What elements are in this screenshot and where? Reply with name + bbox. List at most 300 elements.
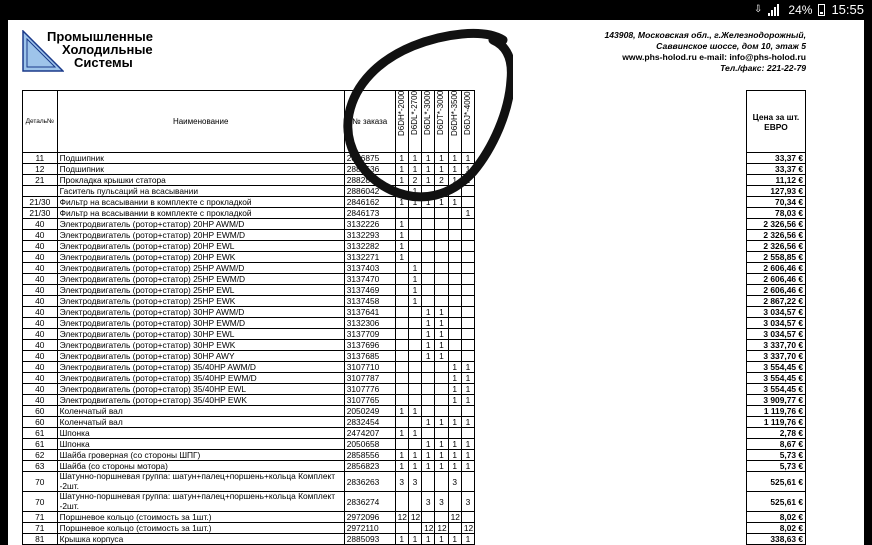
order-code: 3107710: [344, 362, 395, 373]
unit-price: 2 606,46 €: [746, 285, 805, 296]
model-quantity: [435, 512, 448, 523]
model-quantity: [435, 296, 448, 307]
model-quantity: 1: [395, 230, 408, 241]
model-quantity: 1: [422, 307, 435, 318]
unit-price: 2 326,56 €: [746, 241, 805, 252]
unit-price: 3 034,57 €: [746, 329, 805, 340]
model-quantity: [408, 362, 421, 373]
row-spacer: [475, 351, 747, 362]
model-quantity: [422, 186, 435, 197]
unit-price: 11,12 €: [746, 175, 805, 186]
table-row: [23, 461, 806, 472]
row-spacer: [475, 472, 747, 492]
model-quantity: [461, 329, 474, 340]
model-quantity: [422, 274, 435, 285]
part-name: Электродвигатель (ротор+статор) 25HP AWM/D: [57, 263, 344, 274]
model-quantity: [422, 362, 435, 373]
signal-icon: [768, 4, 782, 16]
part-name: Подшипник: [57, 153, 344, 164]
model-quantity: [422, 219, 435, 230]
header-model-6: D6DJ*-4000: [461, 91, 474, 153]
order-code: 2972110: [344, 523, 395, 534]
part-name: Фильтр на всасывании в комплекте с прокладкой: [57, 208, 344, 219]
part-name: Поршневое кольцо (стоимость за 1шт.): [57, 512, 344, 523]
table-row: [23, 230, 806, 241]
model-quantity: 1: [395, 406, 408, 417]
model-quantity: [435, 241, 448, 252]
model-quantity: [448, 428, 461, 439]
detail-number: 21/30: [23, 197, 58, 208]
detail-number: 81: [23, 534, 58, 545]
model-quantity: [435, 252, 448, 263]
model-quantity: [408, 351, 421, 362]
model-quantity: [408, 230, 421, 241]
unit-price: 2 326,56 €: [746, 230, 805, 241]
model-quantity: [448, 318, 461, 329]
part-name: Подшипник: [57, 164, 344, 175]
model-quantity: [461, 252, 474, 263]
model-quantity: [408, 329, 421, 340]
part-name: Поршневое кольцо (стоимость за 1шт.): [57, 523, 344, 534]
model-quantity: [395, 263, 408, 274]
model-quantity: 3: [461, 492, 474, 512]
row-spacer: [475, 230, 747, 241]
row-spacer: [475, 186, 747, 197]
order-code: 3107776: [344, 384, 395, 395]
model-quantity: 1: [395, 252, 408, 263]
model-quantity: 1: [422, 340, 435, 351]
unit-price: 2 606,46 €: [746, 263, 805, 274]
table-body: [23, 153, 806, 545]
model-quantity: 1: [461, 461, 474, 472]
model-quantity: [395, 318, 408, 329]
document-page[interactable]: [8, 20, 864, 545]
model-quantity: 1: [422, 534, 435, 545]
model-quantity: [448, 230, 461, 241]
part-name: Электродвигатель (ротор+статор) 30HP EWM/D: [57, 318, 344, 329]
table-row: [23, 450, 806, 461]
table-row: [23, 406, 806, 417]
model-quantity: [448, 296, 461, 307]
unit-price: 3 554,45 €: [746, 373, 805, 384]
detail-number: 40: [23, 318, 58, 329]
model-quantity: 1: [422, 329, 435, 340]
battery-icon: [818, 4, 825, 16]
row-spacer: [475, 406, 747, 417]
detail-number: 71: [23, 523, 58, 534]
model-quantity: 1: [435, 340, 448, 351]
model-quantity: [435, 428, 448, 439]
part-name: Электродвигатель (ротор+статор) 25HP EWK: [57, 296, 344, 307]
table-row: [23, 534, 806, 545]
model-quantity: 1: [435, 318, 448, 329]
model-quantity: [422, 285, 435, 296]
table-row: [23, 492, 806, 512]
header-price: Цена за шт. ЕВРО: [746, 91, 805, 153]
model-quantity: [461, 351, 474, 362]
model-quantity: [461, 285, 474, 296]
model-quantity: [395, 186, 408, 197]
model-quantity: 1: [448, 417, 461, 428]
row-spacer: [475, 417, 747, 428]
model-quantity: [461, 340, 474, 351]
unit-price: 3 554,45 €: [746, 384, 805, 395]
detail-number: 40: [23, 373, 58, 384]
detail-number: 40: [23, 219, 58, 230]
part-name: Прокладка крышки статора: [57, 175, 344, 186]
table-row: [23, 296, 806, 307]
row-spacer: [475, 450, 747, 461]
order-code: 2856823: [344, 461, 395, 472]
model-quantity: 1: [435, 534, 448, 545]
model-quantity: [422, 395, 435, 406]
model-quantity: [461, 219, 474, 230]
model-quantity: [408, 252, 421, 263]
order-code: 2972096: [344, 512, 395, 523]
model-quantity: 1: [461, 373, 474, 384]
model-quantity: 1: [422, 351, 435, 362]
model-quantity: [408, 492, 421, 512]
model-quantity: [395, 274, 408, 285]
row-spacer: [475, 362, 747, 373]
unit-price: 3 337,70 €: [746, 340, 805, 351]
detail-number: 21: [23, 175, 58, 186]
order-code: 2050658: [344, 439, 395, 450]
order-code: 3107787: [344, 373, 395, 384]
model-quantity: [461, 274, 474, 285]
model-quantity: [448, 307, 461, 318]
part-name: Электродвигатель (ротор+статор) 30HP AWY: [57, 351, 344, 362]
model-quantity: [461, 197, 474, 208]
order-code: 3137469: [344, 285, 395, 296]
model-quantity: [448, 186, 461, 197]
company-address: [604, 30, 806, 74]
order-code: 3137470: [344, 274, 395, 285]
part-name: Электродвигатель (ротор+статор) 35/40HP EWK: [57, 395, 344, 406]
model-quantity: 1: [395, 241, 408, 252]
unit-price: 8,02 €: [746, 512, 805, 523]
order-code: 2474207: [344, 428, 395, 439]
unit-price: 3 337,70 €: [746, 351, 805, 362]
battery-level: 24%: [788, 2, 813, 17]
detail-number: 11: [23, 153, 58, 164]
status-bar: [0, 0, 872, 20]
logo-line-1: Промышленные: [47, 29, 153, 44]
unit-price: 1 119,76 €: [746, 406, 805, 417]
row-spacer: [475, 384, 747, 395]
model-quantity: [422, 241, 435, 252]
table-row: [23, 472, 806, 492]
model-quantity: [408, 384, 421, 395]
part-name: Шпонка: [57, 439, 344, 450]
order-code: 2886536: [344, 164, 395, 175]
part-name: Электродвигатель (ротор+статор) 20HP EWL: [57, 241, 344, 252]
model-quantity: 1: [408, 274, 421, 285]
model-quantity: [408, 241, 421, 252]
detail-number: 40: [23, 351, 58, 362]
email-label: e-mail:: [699, 52, 727, 62]
model-quantity: 1: [395, 450, 408, 461]
order-code: 2836263: [344, 472, 395, 492]
model-quantity: 1: [448, 373, 461, 384]
model-quantity: 2: [435, 175, 448, 186]
order-code: 2882874: [344, 175, 395, 186]
model-quantity: [461, 406, 474, 417]
row-spacer: [475, 307, 747, 318]
table-row: [23, 153, 806, 164]
model-quantity: 1: [422, 175, 435, 186]
model-quantity: 1: [395, 153, 408, 164]
model-quantity: [448, 208, 461, 219]
order-code: 3107765: [344, 395, 395, 406]
unit-price: 2 558,85 €: [746, 252, 805, 263]
model-quantity: 12: [448, 512, 461, 523]
model-quantity: 1: [408, 263, 421, 274]
table-row: [23, 340, 806, 351]
order-code: 3132306: [344, 318, 395, 329]
part-name: Электродвигатель (ротор+статор) 35/40HP EWM/D: [57, 373, 344, 384]
model-quantity: 1: [448, 395, 461, 406]
model-quantity: 1: [408, 153, 421, 164]
model-quantity: [448, 523, 461, 534]
part-name: Фильтр на всасывании в комплекте с прокладкой: [57, 197, 344, 208]
model-quantity: [435, 219, 448, 230]
order-code: 3137403: [344, 263, 395, 274]
detail-number: 61: [23, 439, 58, 450]
unit-price: 2 326,56 €: [746, 219, 805, 230]
row-spacer: [475, 329, 747, 340]
part-name: Электродвигатель (ротор+статор) 20HP EWK: [57, 252, 344, 263]
model-quantity: [422, 252, 435, 263]
part-name: Коленчатый вал: [57, 406, 344, 417]
model-quantity: [395, 285, 408, 296]
model-quantity: 1: [461, 395, 474, 406]
unit-price: 3 554,45 €: [746, 362, 805, 373]
row-spacer: [475, 164, 747, 175]
model-quantity: [395, 362, 408, 373]
model-quantity: [395, 439, 408, 450]
model-quantity: [408, 523, 421, 534]
model-quantity: [395, 351, 408, 362]
part-name: Крышка корпуса: [57, 534, 344, 545]
part-name: Шайба (со стороны мотора): [57, 461, 344, 472]
model-quantity: 1: [448, 175, 461, 186]
header-model-3: D6DL*-3000: [422, 91, 435, 153]
model-quantity: [395, 417, 408, 428]
model-quantity: [395, 307, 408, 318]
model-quantity: [435, 362, 448, 373]
model-quantity: [408, 208, 421, 219]
model-quantity: 1: [435, 439, 448, 450]
row-spacer: [475, 241, 747, 252]
row-spacer: [475, 373, 747, 384]
model-quantity: 1: [435, 329, 448, 340]
clock: 15:55: [831, 2, 864, 17]
table-row: [23, 512, 806, 523]
unit-price: 33,37 €: [746, 164, 805, 175]
unit-price: 2 606,46 €: [746, 274, 805, 285]
table-row: [23, 417, 806, 428]
model-quantity: 3: [422, 492, 435, 512]
model-quantity: 3: [448, 472, 461, 492]
model-quantity: 3: [395, 472, 408, 492]
table-row: [23, 373, 806, 384]
part-name: Электродвигатель (ротор+статор) 35/40HP AWM/D: [57, 362, 344, 373]
model-quantity: 1: [408, 461, 421, 472]
model-quantity: [395, 384, 408, 395]
detail-number: 40: [23, 307, 58, 318]
model-quantity: [461, 307, 474, 318]
detail-number: 40: [23, 241, 58, 252]
row-spacer: [475, 274, 747, 285]
order-code: 3137709: [344, 329, 395, 340]
model-quantity: 1: [448, 534, 461, 545]
table-row: [23, 208, 806, 219]
unit-price: 8,67 €: [746, 439, 805, 450]
row-spacer: [475, 512, 747, 523]
model-quantity: [435, 285, 448, 296]
logo-line-3: Системы: [74, 55, 133, 70]
model-quantity: [435, 186, 448, 197]
model-quantity: 1: [422, 197, 435, 208]
model-quantity: [395, 340, 408, 351]
model-quantity: 1: [461, 208, 474, 219]
model-quantity: 1: [422, 439, 435, 450]
table-row: [23, 318, 806, 329]
header-model-5: D6DH*-3500: [448, 91, 461, 153]
model-quantity: [448, 263, 461, 274]
table-row: [23, 241, 806, 252]
unit-price: 1 119,76 €: [746, 417, 805, 428]
unit-price: 3 034,57 €: [746, 307, 805, 318]
part-name: Электродвигатель (ротор+статор) 25HP EWL: [57, 285, 344, 296]
unit-price: 8,02 €: [746, 523, 805, 534]
model-quantity: [395, 492, 408, 512]
row-spacer: [475, 296, 747, 307]
row-spacer: [475, 523, 747, 534]
detail-number: 63: [23, 461, 58, 472]
order-code: 3132271: [344, 252, 395, 263]
order-code: 3137458: [344, 296, 395, 307]
model-quantity: 1: [408, 296, 421, 307]
model-quantity: [461, 512, 474, 523]
model-quantity: [435, 230, 448, 241]
part-name: Электродвигатель (ротор+статор) 35/40HP EWL: [57, 384, 344, 395]
model-quantity: [448, 340, 461, 351]
order-code: 3132282: [344, 241, 395, 252]
part-name: Электродвигатель (ротор+статор) 30HP EWK: [57, 340, 344, 351]
model-quantity: [461, 296, 474, 307]
unit-price: 3 034,57 €: [746, 318, 805, 329]
table-row: [23, 252, 806, 263]
model-quantity: 1: [435, 351, 448, 362]
model-quantity: 1: [448, 461, 461, 472]
order-code: 2846162: [344, 197, 395, 208]
table-header-row: [23, 91, 806, 153]
model-quantity: [448, 285, 461, 296]
model-quantity: 1: [435, 450, 448, 461]
table-row: [23, 439, 806, 450]
detail-number: 71: [23, 512, 58, 523]
website-link[interactable]: www.phs-holod.ru: [622, 52, 697, 62]
table-row: [23, 219, 806, 230]
table-row: [23, 263, 806, 274]
model-quantity: [422, 208, 435, 219]
model-quantity: [448, 241, 461, 252]
table-row: [23, 362, 806, 373]
unit-price: 70,34 €: [746, 197, 805, 208]
model-quantity: 1: [422, 153, 435, 164]
model-quantity: 12: [408, 512, 421, 523]
unit-price: 127,93 €: [746, 186, 805, 197]
model-quantity: [408, 373, 421, 384]
unit-price: 2 867,22 €: [746, 296, 805, 307]
order-code: 3137641: [344, 307, 395, 318]
model-quantity: [461, 263, 474, 274]
detail-number: 60: [23, 417, 58, 428]
row-spacer: [475, 318, 747, 329]
detail-number: 62: [23, 450, 58, 461]
table-row: [23, 186, 806, 197]
address-line-2: Саввинское шоссе, дом 10, этаж 5: [656, 41, 806, 51]
model-quantity: [408, 318, 421, 329]
download-icon: ⇩: [754, 4, 763, 15]
model-quantity: [435, 274, 448, 285]
model-quantity: [395, 395, 408, 406]
model-quantity: 1: [408, 406, 421, 417]
model-quantity: [422, 384, 435, 395]
detail-number: 60: [23, 406, 58, 417]
order-code: 2836274: [344, 492, 395, 512]
part-name: Электродвигатель (ротор+статор) 20HP EWM/D: [57, 230, 344, 241]
header-model-2: D6DL*-2700: [408, 91, 421, 153]
row-spacer: [475, 285, 747, 296]
email-link[interactable]: info@phs-holod.ru: [729, 52, 806, 62]
detail-number: 40: [23, 230, 58, 241]
model-quantity: 1: [395, 197, 408, 208]
row-spacer: [475, 153, 747, 164]
model-quantity: 1: [461, 534, 474, 545]
model-quantity: 1: [408, 285, 421, 296]
model-quantity: [422, 512, 435, 523]
model-quantity: 1: [461, 439, 474, 450]
price-table: [22, 90, 806, 545]
model-quantity: [408, 439, 421, 450]
model-quantity: 1: [435, 164, 448, 175]
model-quantity: 1: [408, 428, 421, 439]
row-spacer: [475, 263, 747, 274]
model-quantity: 1: [435, 417, 448, 428]
model-quantity: [461, 186, 474, 197]
model-quantity: 1: [448, 450, 461, 461]
model-quantity: [435, 395, 448, 406]
unit-price: 3 909,77 €: [746, 395, 805, 406]
model-quantity: [422, 428, 435, 439]
model-quantity: 2: [408, 175, 421, 186]
row-spacer: [475, 252, 747, 263]
model-quantity: 1: [435, 197, 448, 208]
detail-number: 40: [23, 340, 58, 351]
model-quantity: [395, 523, 408, 534]
model-quantity: [395, 208, 408, 219]
model-quantity: 1: [395, 461, 408, 472]
model-quantity: 1: [448, 164, 461, 175]
model-quantity: [448, 252, 461, 263]
model-quantity: 1: [395, 219, 408, 230]
order-code: 3137685: [344, 351, 395, 362]
row-spacer: [475, 492, 747, 512]
unit-price: 338,63 €: [746, 534, 805, 545]
